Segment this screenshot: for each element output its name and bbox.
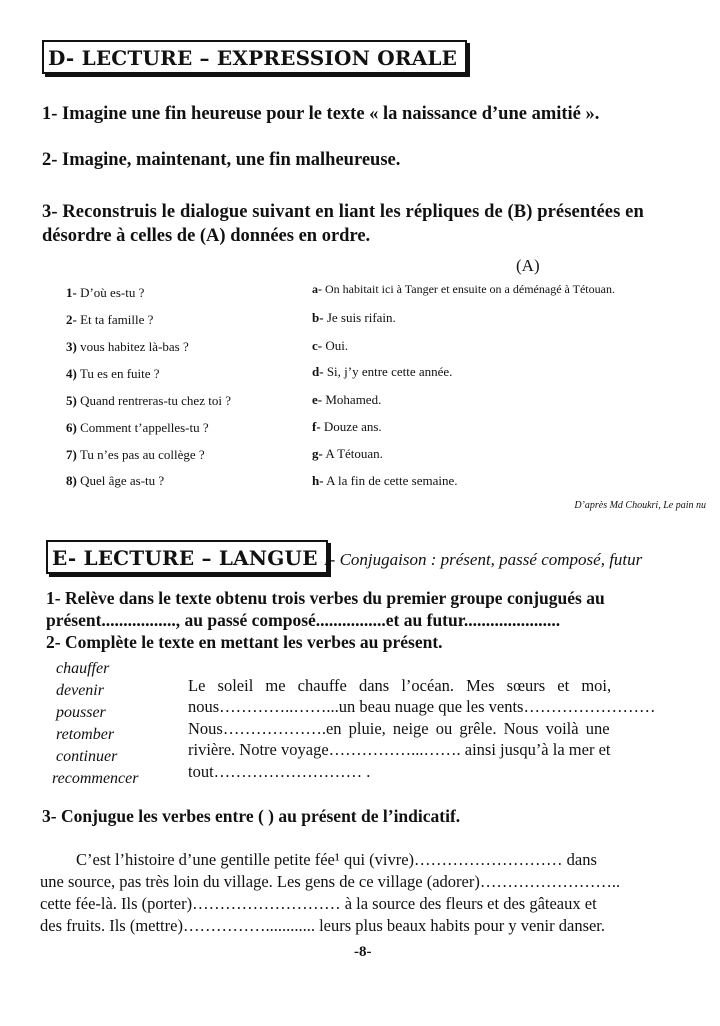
question-d3-line2: désordre à celles de (A) données en ordre. bbox=[42, 226, 371, 246]
text-line: Nous……………….en pluie, neige ou grêle. Nous voilà une bbox=[188, 719, 610, 738]
list-item: b- Je suis rifain. bbox=[312, 310, 396, 325]
text-line: nous…………..……...un beau nuage que les vents…………………… bbox=[188, 697, 656, 716]
text-line: cette fée-là. Ils (porter)……………………… à la source des fleurs et des gâteaux et bbox=[40, 894, 597, 913]
question-d3-line1: 3- Reconstruis le dialogue suivant en liant les répliques de (B) présentées en bbox=[42, 202, 644, 222]
list-item: 2- Et ta famille ? bbox=[66, 312, 154, 327]
list-item: d- Si, j’y entre cette année. bbox=[312, 364, 453, 379]
text-line: Le soleil me chauffe dans l’océan. Mes sœurs et moi, bbox=[188, 676, 612, 695]
list-item: 4) Tu es en fuite ? bbox=[66, 366, 160, 381]
text-line: C’est l’histoire d’une gentille petite fée¹ qui (vivre)……………………… dans bbox=[76, 850, 597, 869]
list-item: retomber bbox=[56, 726, 115, 743]
list-item: g- A Tétouan. bbox=[312, 446, 383, 461]
question-e3: 3- Conjugue les verbes entre ( ) au présent de l’indicatif. bbox=[42, 806, 461, 826]
list-item: chauffer bbox=[56, 660, 110, 677]
list-item: continuer bbox=[56, 748, 118, 765]
list-item: 6) Comment t’appelles-tu ? bbox=[66, 420, 209, 435]
list-item: 7) Tu n’es pas au collège ? bbox=[66, 447, 205, 462]
text-line: rivière. Notre voyage……………...……. ainsi jusqu’à la mer et bbox=[188, 740, 611, 759]
list-item: pousser bbox=[56, 704, 106, 721]
question-d2: 2- Imagine, maintenant, une fin malheureuse. bbox=[42, 150, 401, 170]
list-item: devenir bbox=[56, 682, 104, 699]
list-item: f- Douze ans. bbox=[312, 419, 382, 434]
question-d1: 1- Imagine une fin heureuse pour le texte « la naissance d’une amitié ». bbox=[42, 104, 600, 124]
question-e2: 2- Complète le texte en mettant les verbes au présent. bbox=[46, 632, 443, 652]
list-item: 3) vous habitez là-bas ? bbox=[66, 339, 189, 354]
source-citation: D’après Md Choukri, Le pain nu bbox=[574, 500, 706, 511]
list-item: 5) Quand rentreras-tu chez toi ? bbox=[66, 393, 231, 408]
question-e1-line2: présent................., au passé composé................et au futur...................... bbox=[46, 610, 561, 630]
list-item: e- Mohamed. bbox=[312, 392, 382, 407]
section-e-title: E- LECTURE – LANGUE bbox=[46, 540, 328, 574]
list-item: recommencer bbox=[52, 770, 139, 787]
text-line: tout……………………… . bbox=[188, 762, 371, 781]
list-item: c- Oui. bbox=[312, 338, 349, 353]
list-item: 8) Quel âge as-tu ? bbox=[66, 473, 165, 488]
text-line: une source, pas très loin du village. Les gens de ce village (adorer)…………………….. bbox=[40, 872, 621, 891]
page-number: -8- bbox=[354, 944, 372, 960]
list-item: a- On habitait ici à Tanger et ensuite on a déménagé à Tétouan. bbox=[312, 282, 615, 296]
question-e1-line1: 1- Relève dans le texte obtenu trois verbes du premier groupe conjugués au bbox=[46, 588, 605, 608]
list-item: h- A la fin de cette semaine. bbox=[312, 473, 458, 488]
section-d-title: D- LECTURE – EXPRESSION ORALE bbox=[42, 40, 467, 74]
section-e-subtitle: I- Conjugaison : présent, passé composé, futur bbox=[324, 550, 643, 569]
column-a-label: (A) bbox=[516, 256, 540, 275]
text-line: des fruits. Ils (mettre)……………............ leurs plus beaux habits pour y venir danser. bbox=[40, 916, 606, 935]
list-item: 1- D’où es-tu ? bbox=[66, 285, 145, 300]
